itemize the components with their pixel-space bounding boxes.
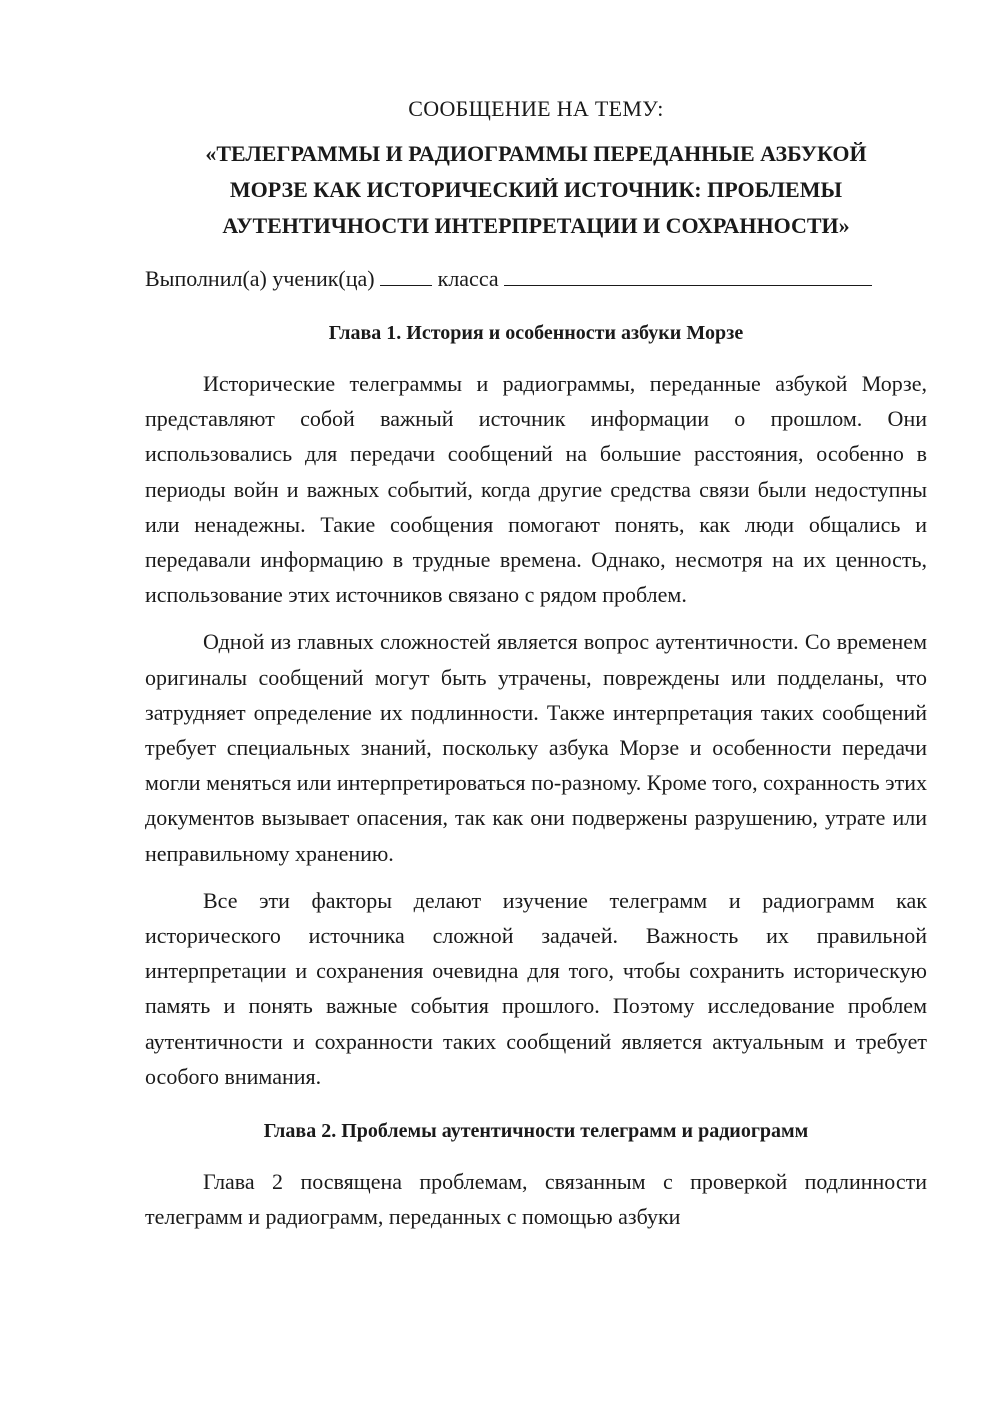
author-middle: класса — [437, 266, 499, 291]
document-page — [145, 94, 927, 1246]
author-line — [145, 264, 927, 294]
chapter-1-paragraph: Исторические телеграммы и радиограммы, переданные азбукой Морзе, представляют собой важный источник информации о прошлом. Они использовались для передачи сообщений на большие расстояния, особенно в периоды войн и важных событий, когда другие средства связи были недоступны или ненадежны. Такие сообщения помогают понять, как люди общались и передавали информацию в трудные времена. Однако, несмотря на их ценность, использование этих источников связано с рядом проблем. — [145, 371, 927, 608]
chapter-2-paragraph: Глава 2 посвящена проблемам, связанным с проверкой подлинности телеграмм и радиограмм, переданных с помощью азбуки — [145, 1169, 927, 1230]
chapter-1-title: Глава 1. История и особенности азбуки Морзе — [328, 322, 744, 344]
name-blank — [504, 265, 872, 286]
chapter-1-paragraph: Одной из главных сложностей является вопрос аутентичности. Со временем оригиналы сообщений могут быть утрачены, повреждены или подделаны, что затрудняет определение их подлинности. Также интерпретация таких сообщений требует специальных знаний, поскольку азбука Морзе и особенности передачи могли меняться или интерпретироваться по-разному. Кроме того, сохранность этих документов вызывает опасения, так как они подвержены разрушению, утрате или неправильному хранению. — [145, 629, 927, 866]
grade-blank — [380, 265, 432, 286]
document-title — [145, 136, 927, 244]
chapter-1-paragraph: Все эти факторы делают изучение телеграмм и радиограмм как исторического источника сложной задачей. Важность их правильной интерпретации и сохранения очевидна для того, чтобы сохранить историческую память и понять важные события прошлого. Поэтому исследование проблем аутентичности и сохранности таких сообщений является актуальным и требует особого внимания. — [145, 887, 927, 1089]
title-line: АУТЕНТИЧНОСТИ ИНТЕРПРЕТАЦИИ И СОХРАННОСТИ» — [222, 213, 850, 238]
chapter-2-title: Глава 2. Проблемы аутентичности телеграмм и радиограмм — [263, 1120, 809, 1143]
author-prefix: Выполнил(а) ученик(ца) — [145, 266, 375, 291]
document-heading: СООБЩЕНИЕ НА ТЕМУ: — [408, 96, 664, 121]
title-line: «ТЕЛЕГРАММЫ И РАДИОГРАММЫ ПЕРЕДАННЫЕ АЗБУКОЙ — [205, 141, 867, 166]
title-line: МОРЗЕ КАК ИСТОРИЧЕСКИЙ ИСТОЧНИК: ПРОБЛЕМЫ — [229, 177, 843, 202]
